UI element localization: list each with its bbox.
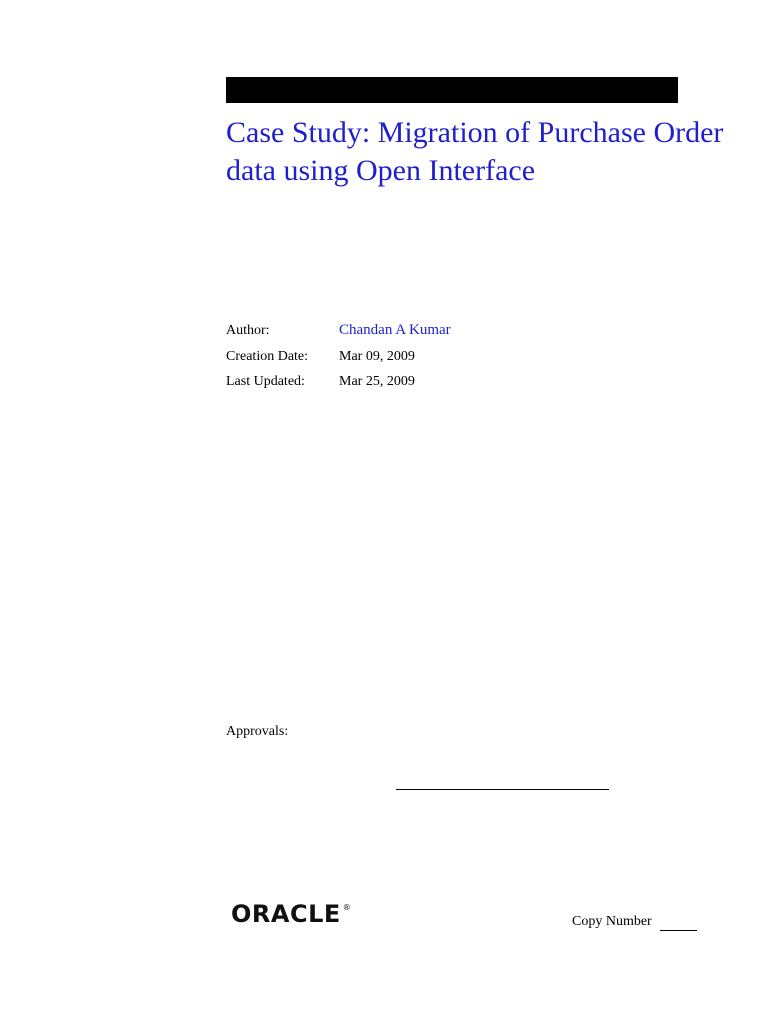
creation-date-row [226, 344, 451, 370]
copy-number-blank [660, 915, 697, 931]
last-updated-label: Last Updated: [226, 374, 305, 389]
author-label: Author: [226, 323, 270, 338]
creation-date-value: Mar 09, 2009 [339, 348, 415, 364]
approvals-label: Approvals: [226, 724, 289, 739]
copy-number [572, 913, 697, 931]
creation-date-label: Creation Date: [226, 348, 309, 364]
author-row [226, 318, 451, 344]
copy-number-label: Copy Number [572, 914, 652, 929]
last-updated-row [226, 369, 451, 395]
document-metadata [226, 318, 451, 395]
signature-line [396, 789, 609, 790]
author-value: Chandan A Kumar [339, 322, 451, 338]
document-title: Case Study: Migration of Purchase Order data using Open Interface [226, 116, 724, 187]
registered-mark-icon: ® [342, 903, 352, 912]
header-bar [226, 77, 678, 103]
last-updated-value: Mar 25, 2009 [339, 374, 415, 389]
oracle-logo-text: ORACLE [231, 900, 341, 928]
oracle-logo [231, 899, 351, 929]
